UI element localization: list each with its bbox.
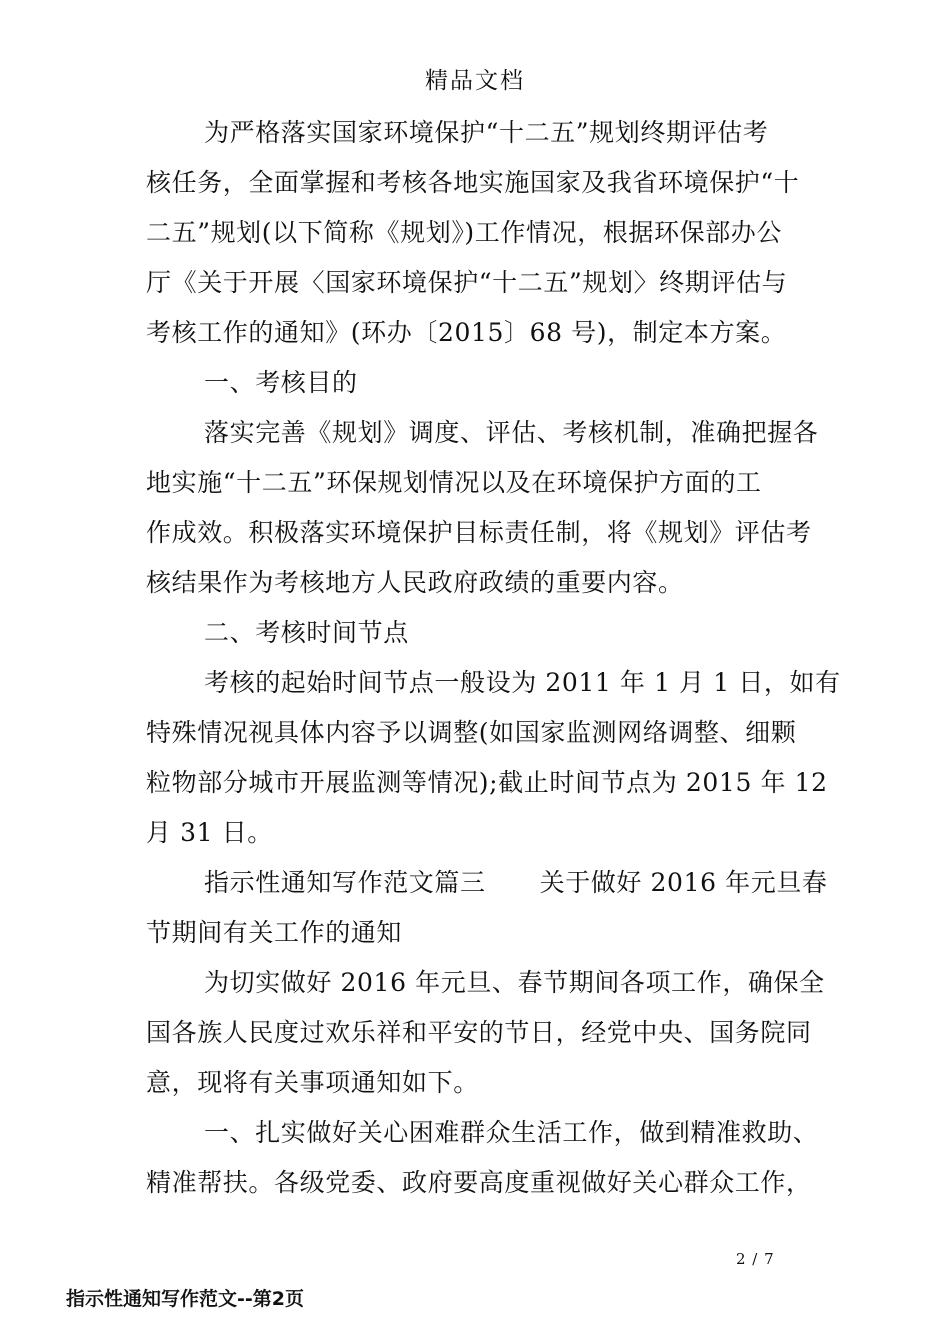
footer-doc-label: 指示性通知写作范文--第2页 bbox=[66, 1288, 304, 1310]
body-line: 核结果作为考核地方人民政府政绩的重要内容。 bbox=[146, 568, 684, 597]
section-heading: 一、考核目的 bbox=[204, 368, 358, 397]
body-line: 核任务，全面掌握和考核各地实施国家及我省环境保护“十 bbox=[146, 168, 800, 197]
body-line: 厅《关于开展〈国家环境保护“十二五”规划〉终期评估与 bbox=[146, 268, 788, 297]
body-line: 考核工作的通知》(环办〔2015〕68 号)，制定本方案。 bbox=[146, 318, 787, 347]
article-title-part: 关于做好 2016 年元旦春 bbox=[539, 868, 828, 897]
body-line: 作成效。积极落实环境保护目标责任制，将《规划》评估考 bbox=[146, 518, 812, 547]
article-title-continuation: 节期间有关工作的通知 bbox=[146, 918, 403, 947]
body-line: 一、扎实做好关心困难群众生活工作，做到精准救助、 bbox=[204, 1118, 819, 1147]
section-heading: 二、考核时间节点 bbox=[204, 618, 409, 647]
body-line: 国各族人民度过欢乐祥和平安的节日，经党中央、国务院同 bbox=[146, 1018, 812, 1047]
body-line: 特殊情况视具体内容予以调整(如国家监测网络调整、细颗 bbox=[146, 718, 797, 747]
body-line: 二五”规划(以下简称《规划》)工作情况，根据环保部办公 bbox=[146, 218, 782, 247]
body-line: 为严格落实国家环境保护“十二五”规划终期评估考 bbox=[204, 118, 769, 147]
page-number: 2 / 7 bbox=[736, 1250, 775, 1268]
body-line: 落实完善《规划》调度、评估、考核机制，准确把握各 bbox=[204, 418, 819, 447]
article-section-label: 指示性通知写作范文篇三 bbox=[204, 868, 486, 897]
body-line: 意，现将有关事项通知如下。 bbox=[146, 1068, 479, 1097]
body-line: 为切实做好 2016 年元旦、春节期间各项工作，确保全 bbox=[204, 968, 825, 997]
body-line: 精准帮扶。各级党委、政府要高度重视做好关心群众工作， bbox=[146, 1168, 812, 1197]
body-line: 粒物部分城市开展监测等情况);截止时间节点为 2015 年 12 bbox=[146, 768, 828, 797]
page-header-title: 精品文档 bbox=[425, 68, 525, 94]
article-title-line bbox=[204, 868, 828, 898]
body-line: 地实施“十二五”环保规划情况以及在环境保护方面的工 bbox=[146, 468, 762, 497]
body-line: 月 31 日。 bbox=[146, 818, 273, 847]
body-line: 考核的起始时间节点一般设为 2011 年 1 月 1 日，如有 bbox=[204, 668, 841, 697]
